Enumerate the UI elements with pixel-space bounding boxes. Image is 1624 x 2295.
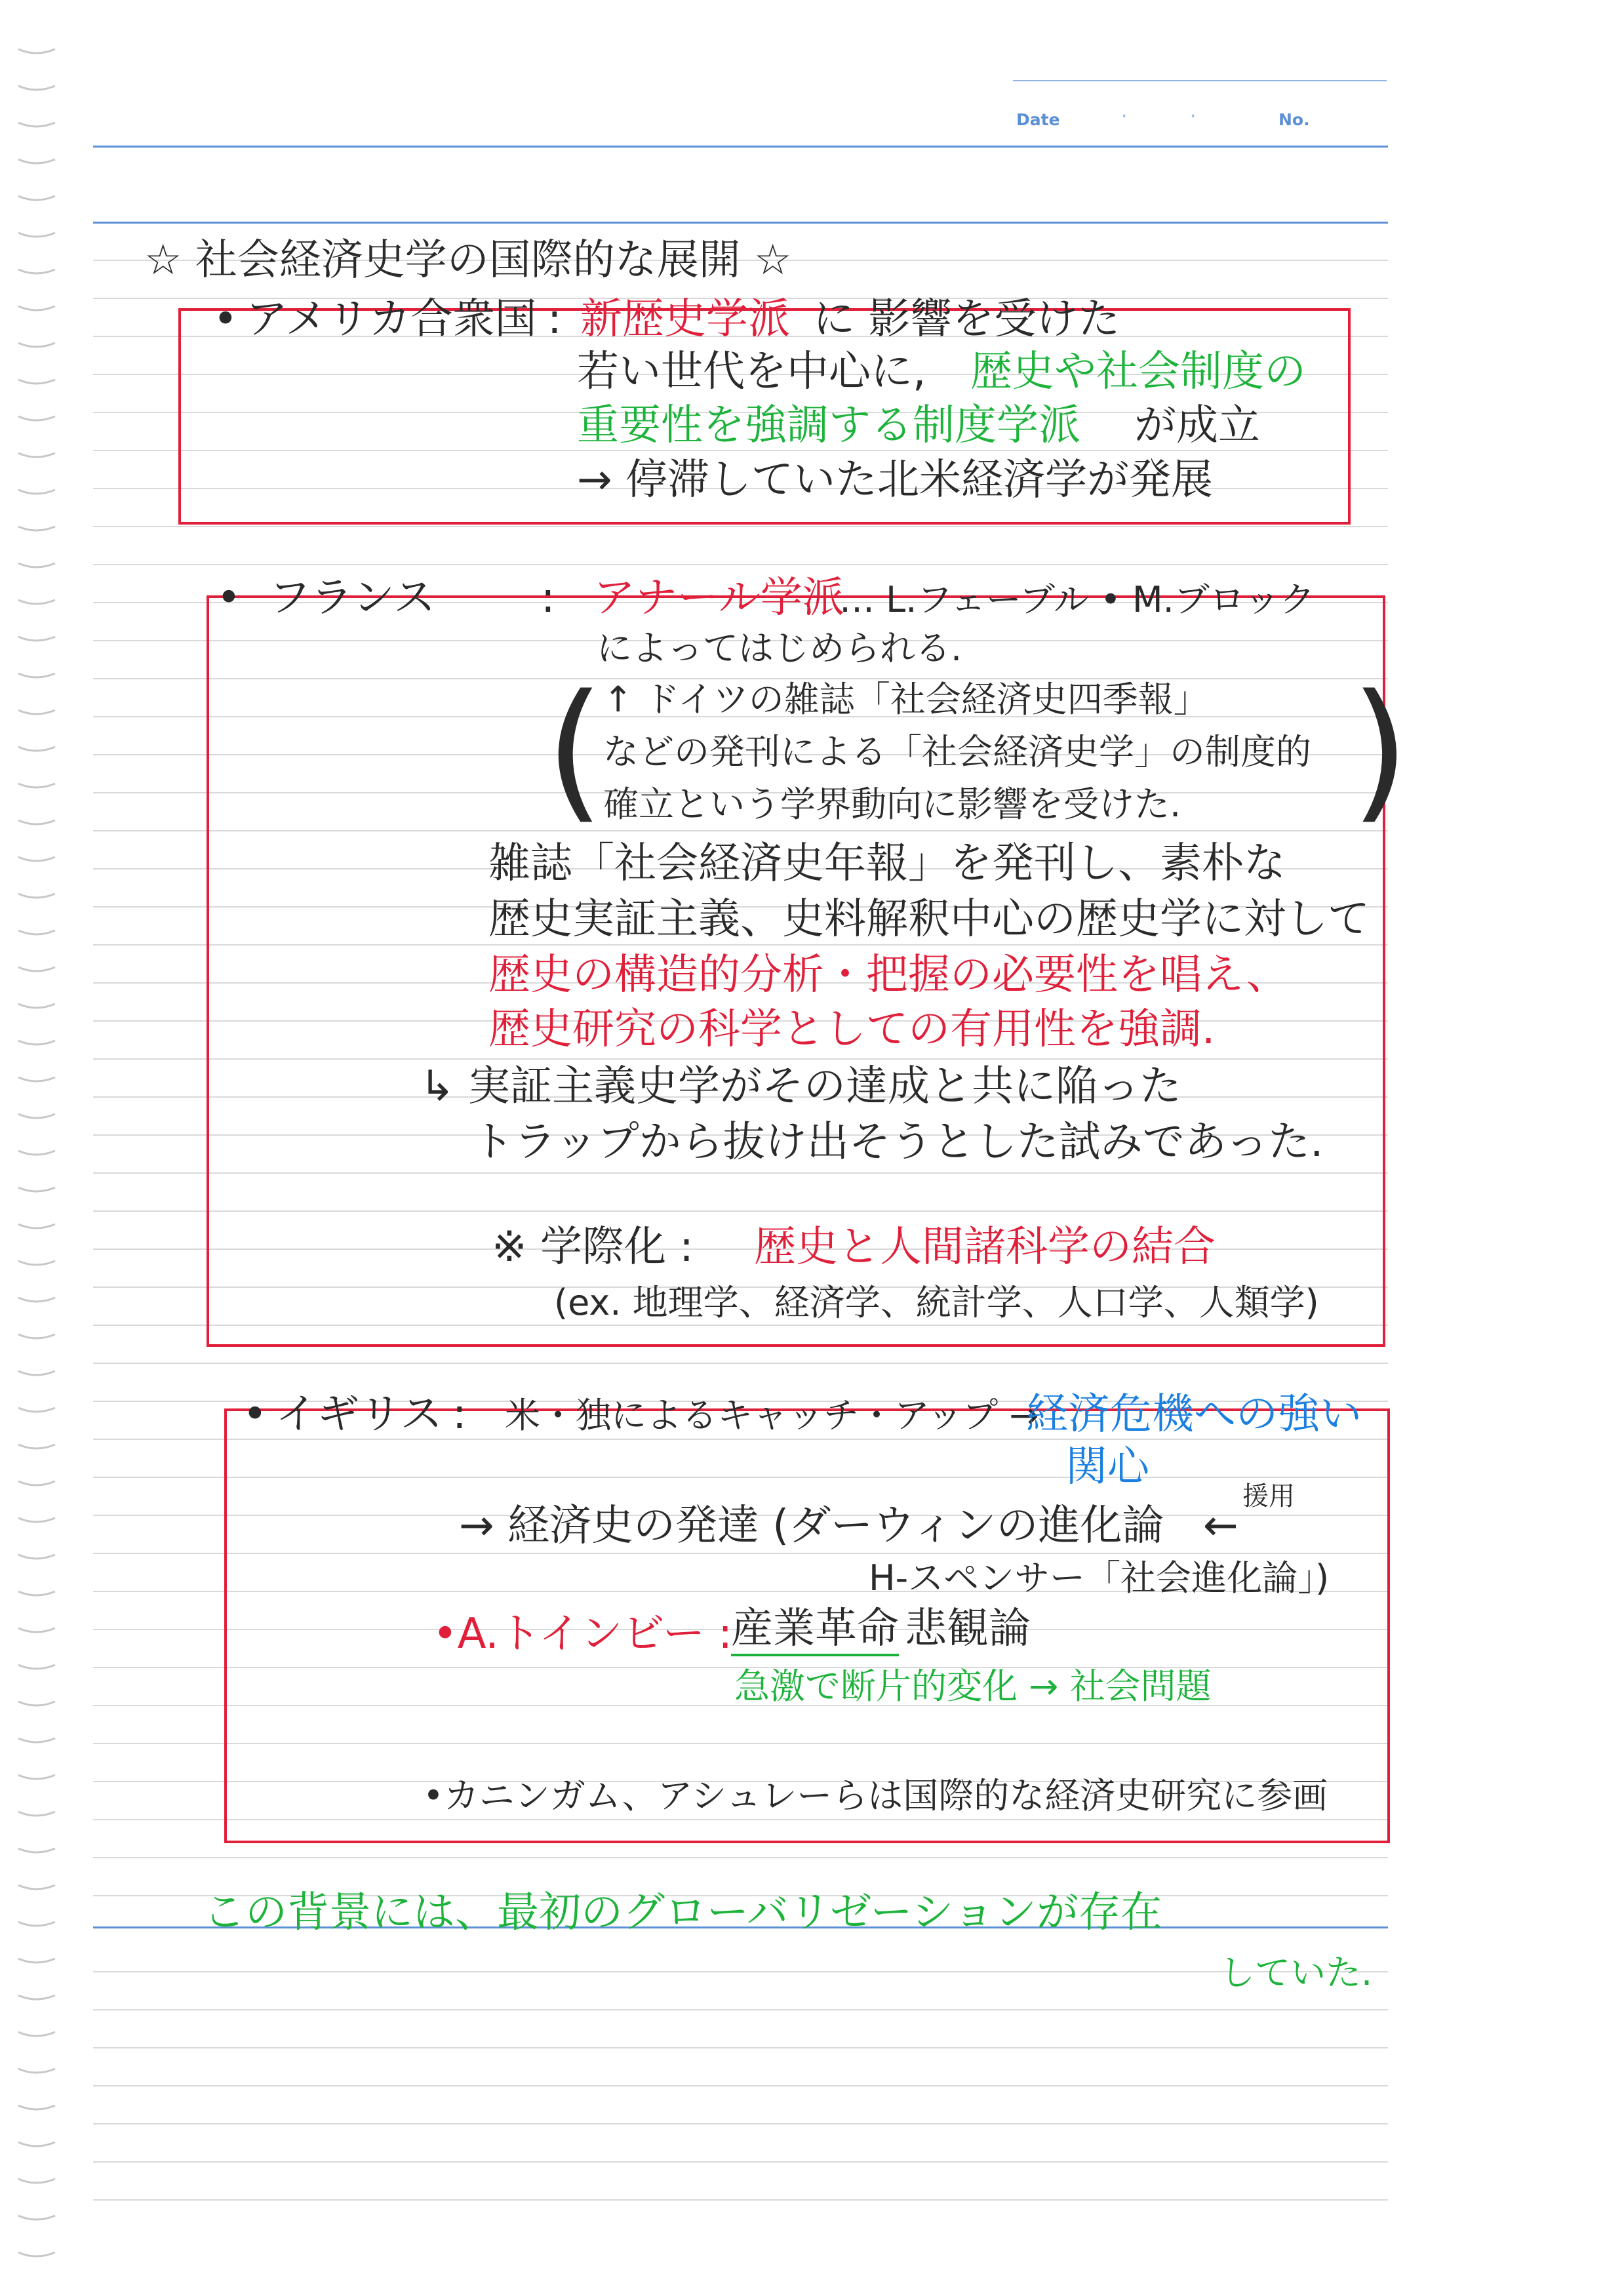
- bracket-open: (: [545, 663, 604, 838]
- france-bullet: •: [216, 574, 241, 622]
- blue-rule: [93, 222, 1388, 224]
- page-title: ☆ 社会経済史学の国際的な展開 ☆: [144, 236, 792, 285]
- header-dot: ·: [1121, 105, 1128, 128]
- france-bracket-line1: ↑ ドイツの雑誌「社会経済史四季報」: [603, 679, 1209, 720]
- uk-toynbee-b: 悲観論: [905, 1605, 1031, 1653]
- footer-line2: していた.: [1219, 1952, 1373, 1993]
- france-arrow-line1: ↳ 実証主義史学がその達成と共に陥った: [420, 1062, 1181, 1111]
- uk-line1-blue2: 関心: [1065, 1443, 1149, 1491]
- france-para-line4: 歴史研究の科学としての有用性を強調.: [488, 1005, 1216, 1054]
- uk-toynbee-a: 産業革命: [731, 1608, 899, 1656]
- france-bracket-line3: 確立という学界動向に影響を受けた.: [603, 784, 1181, 825]
- france-note-examples: (ex. 地理学、経済学、統計学、人口学、人類学): [554, 1282, 1319, 1323]
- uk-line1: 米・独によるキャッチ・アップ →: [505, 1395, 1039, 1436]
- usa-line3a: 重要性を強調する制度学派: [577, 401, 1080, 450]
- ruled-line: [93, 2047, 1388, 2048]
- france-note-label: ※ 学際化 :: [492, 1223, 694, 1271]
- france-line2: によってはじめられる.: [597, 628, 962, 669]
- uk-toynbee-c: 急激で断片的変化 → 社会問題: [734, 1666, 1212, 1707]
- uk-line2-arrow: ←: [1203, 1502, 1238, 1550]
- uk-last-line: •カニンガム、アシュレーらは国際的な経済史研究に参画: [423, 1775, 1328, 1816]
- france-school: アナール学派: [593, 574, 844, 622]
- uk-line2-note: 援用: [1242, 1481, 1295, 1511]
- bracket-close: ): [1351, 663, 1410, 838]
- footer-line1: この背景には、最初のグローバリゼーションが存在: [203, 1888, 1163, 1937]
- uk-country: イギリス: [275, 1390, 443, 1439]
- usa-line2b: 歴史や社会制度の: [970, 348, 1306, 396]
- uk-colon: :: [452, 1390, 467, 1439]
- date-label: Date: [1016, 110, 1060, 129]
- usa-line3b: が成立: [1134, 401, 1260, 450]
- no-label: No.: [1278, 110, 1310, 129]
- usa-line2a: 若い世代を中心に,: [577, 348, 926, 396]
- france-line1-rest: … L.フェーブル • M.ブロック: [839, 579, 1315, 620]
- binding-holes: [0, 0, 72, 2295]
- usa-colon: :: [547, 295, 562, 344]
- france-para-line1: 雑誌「社会経済史年報」を発刊し、素朴な: [488, 839, 1286, 888]
- ruled-line: [93, 526, 1388, 527]
- france-bracket-line2: などの発刊による「社会経済史学」の制度的: [603, 731, 1311, 772]
- ruled-line: [93, 2009, 1388, 2010]
- ruled-line: [93, 1971, 1388, 1972]
- blue-rule: [93, 146, 1388, 148]
- ruled-line: [93, 2085, 1388, 2086]
- ruled-line: [93, 2123, 1388, 2125]
- uk-bullet: •: [243, 1390, 267, 1439]
- header-dot: ·: [1190, 105, 1197, 128]
- usa-school: 新歴史学派: [580, 295, 790, 344]
- usa-line4: → 停滞していた北米経済学が発展: [577, 456, 1213, 504]
- usa-country: アメリカ合衆国: [246, 295, 537, 344]
- france-country: フランス: [269, 574, 436, 622]
- france-para-line2: 歴史実証主義、史料解釈中心の歴史学に対して: [488, 895, 1370, 944]
- usa-line1-rest: に 影響を受けた: [813, 295, 1120, 344]
- ruled-line: [93, 1363, 1388, 1364]
- ruled-line: [93, 2199, 1388, 2201]
- ruled-line: [93, 564, 1388, 565]
- france-colon: :: [541, 574, 555, 622]
- france-arrow-line2: トラップから抜け出そうとした試みであった.: [472, 1118, 1324, 1167]
- ruled-line: [93, 2161, 1388, 2163]
- ruled-line: [93, 1857, 1388, 1858]
- france-note-text: 歴史と人間諸科学の結合: [754, 1223, 1216, 1271]
- uk-line3: H-スペンサー「社会進化論」): [869, 1557, 1330, 1599]
- usa-bullet: •: [213, 295, 238, 344]
- uk-line1-blue: 経済危機への強い: [1026, 1390, 1362, 1439]
- header-line: [1013, 80, 1387, 81]
- uk-toynbee: •A.トインビー :: [433, 1610, 732, 1658]
- uk-line2: → 経済史の発達 (ダーウィンの進化論: [459, 1502, 1164, 1550]
- france-para-line3: 歴史の構造的分析・把握の必要性を唱え、: [488, 951, 1288, 999]
